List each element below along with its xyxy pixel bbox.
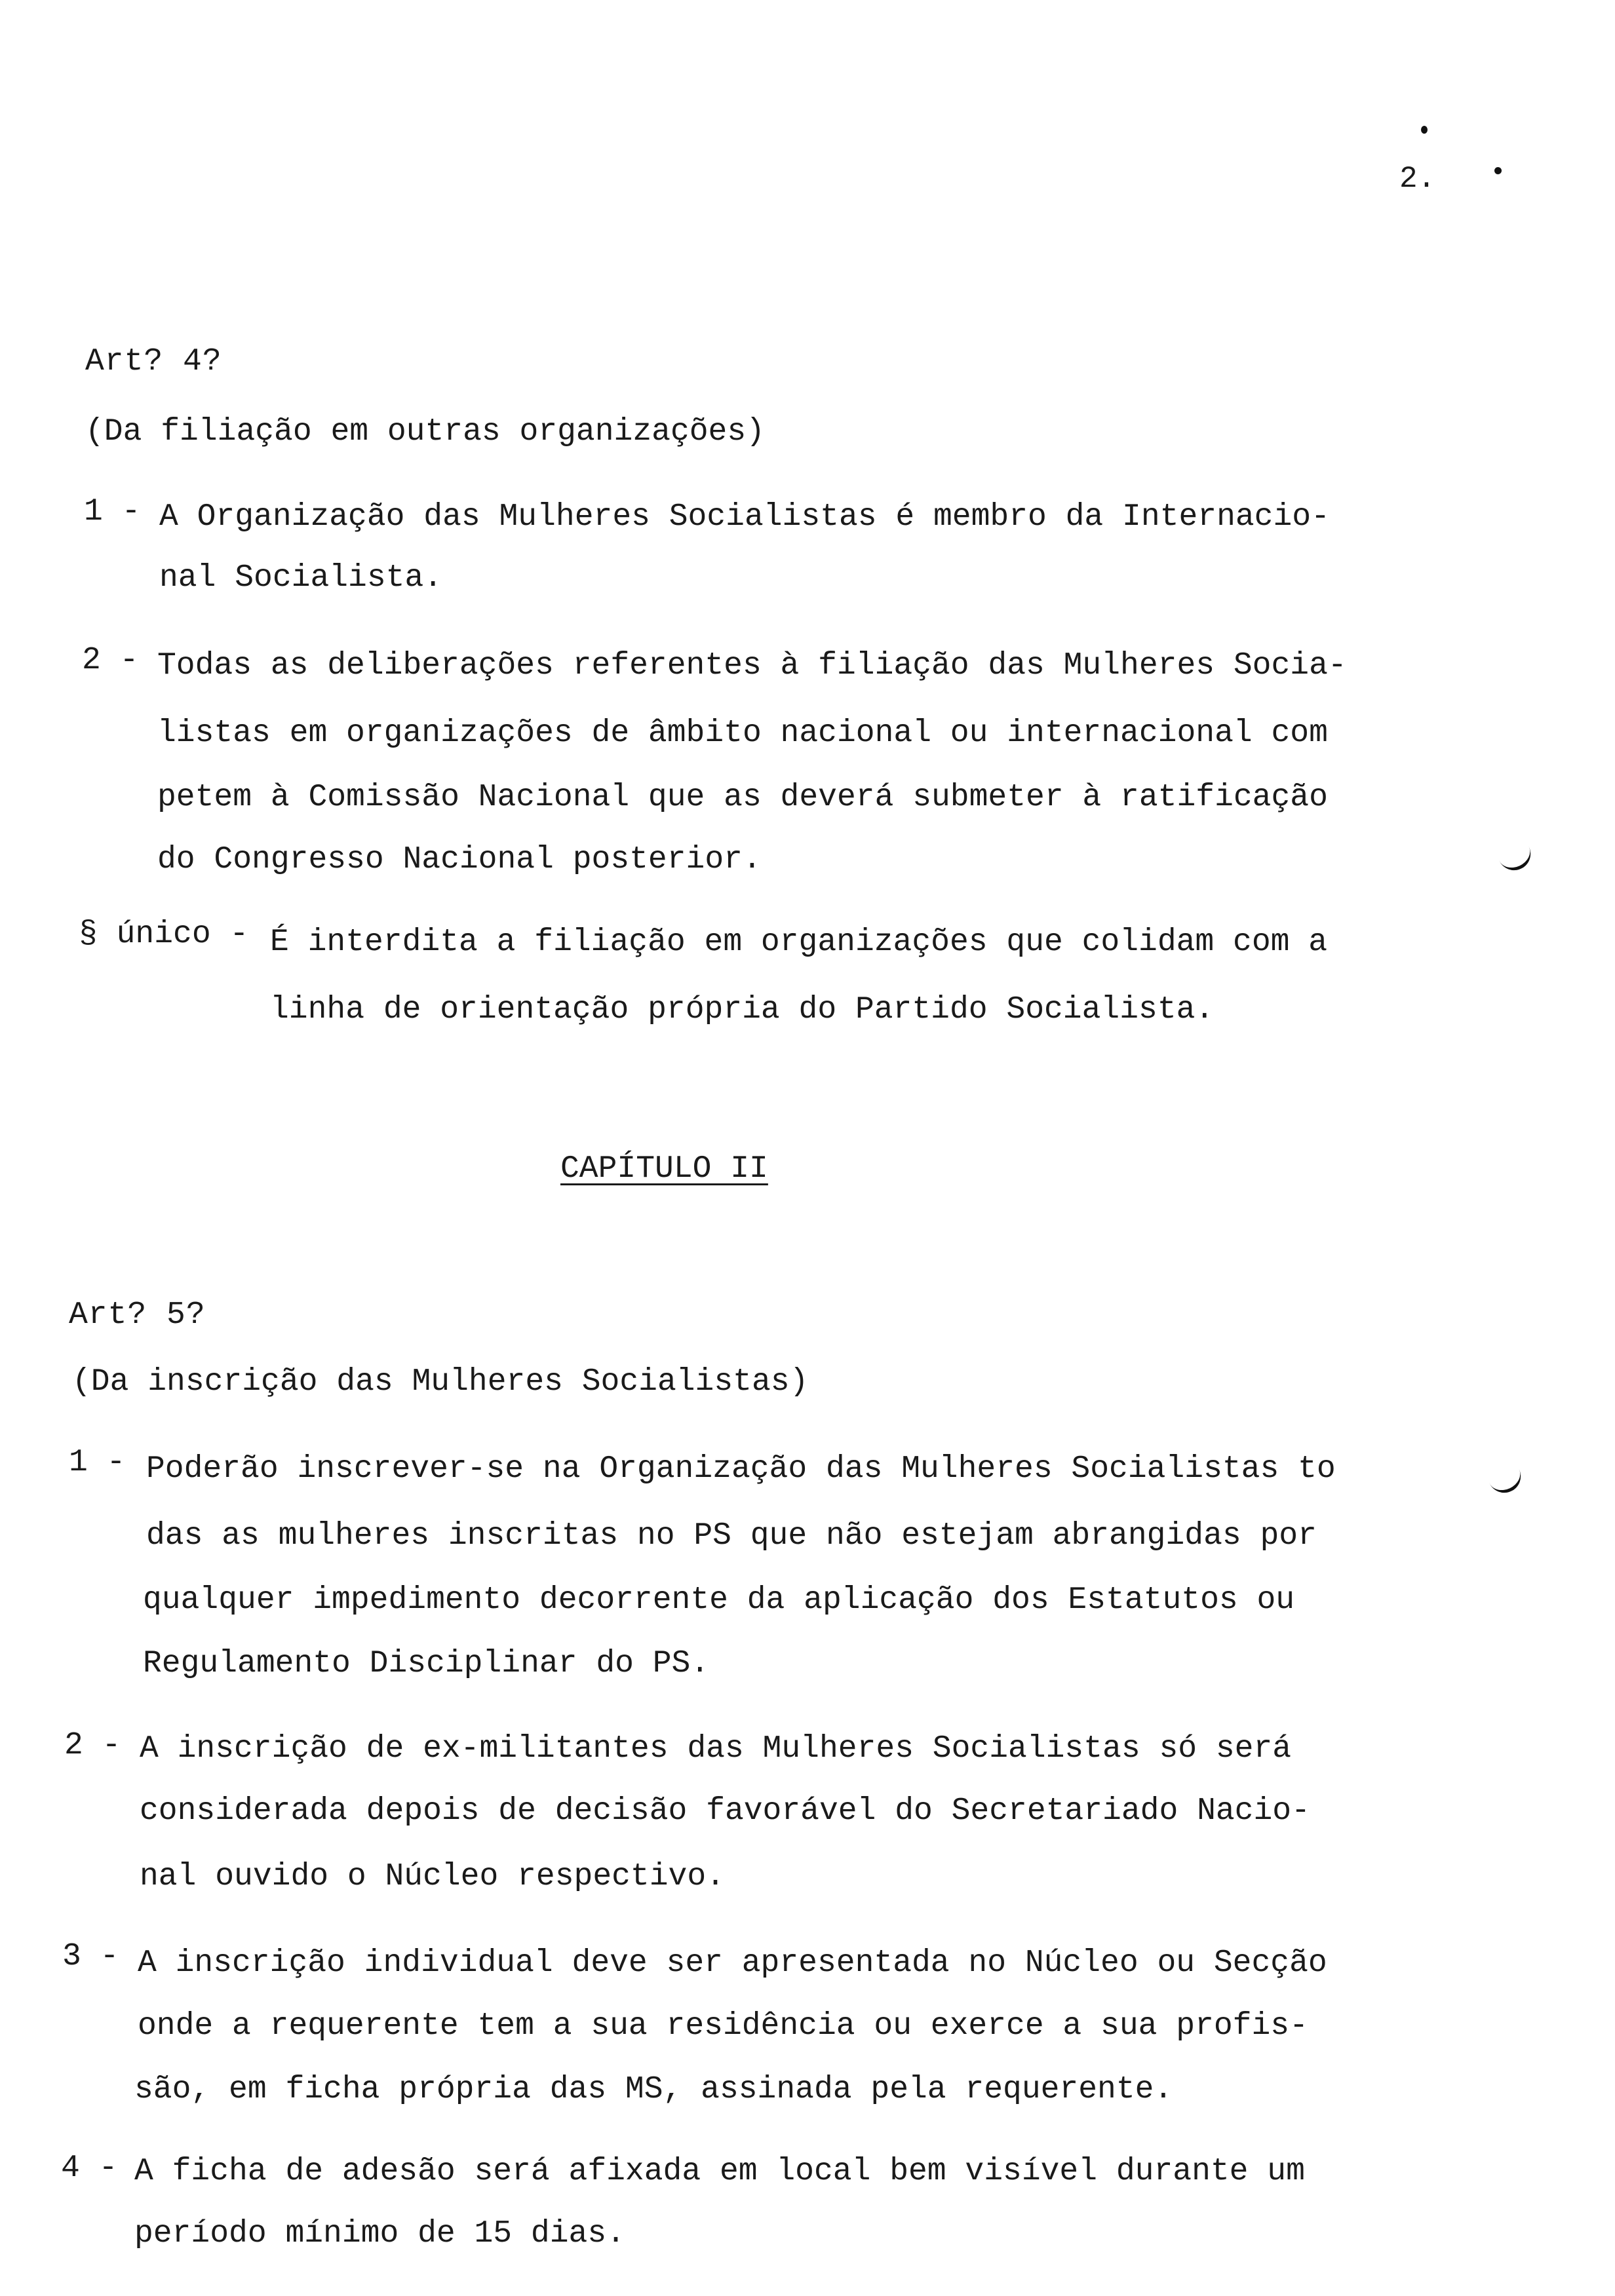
art5-item-2-number: 2 -	[64, 1728, 121, 1763]
article-4-title: Art? 4?	[85, 344, 222, 379]
chapter-heading: CAPÍTULO II	[560, 1151, 768, 1187]
art5-item-2-line-3: nal ouvido o Núcleo respectivo.	[140, 1859, 725, 1894]
article-5-subtitle: (Da inscrição das Mulheres Socialistas)	[72, 1364, 809, 1400]
art5-item-1-line-4: Regulamento Disciplinar do PS.	[143, 1646, 710, 1681]
scan-speck-icon	[1494, 167, 1502, 174]
art4-item-2-number: 2 -	[82, 643, 139, 678]
art5-item-4-line-1: A ficha de adesão será afixada em local bem visível durante um	[134, 2154, 1305, 2189]
article-5-title: Art? 5?	[69, 1297, 206, 1333]
art4-unico-line-2: linha de orientação própria do Partido Socialista.	[270, 992, 1215, 1027]
art5-item-3-line-2: onde a requerente tem a sua residência ou exerce a sua profis-	[138, 2008, 1308, 2044]
page-number: 2.	[1399, 162, 1436, 196]
art4-item-1-line-2: nal Socialista.	[159, 560, 443, 596]
art4-item-2-line-1: Todas as deliberações referentes à filiação das Mulheres Socia-	[157, 648, 1347, 683]
art5-item-1-line-3: qualquer impedimento decorrente da aplicação dos Estatutos ou	[143, 1582, 1295, 1618]
art4-unico-line-1: É interdita a filiação em organizações que colidam com a	[270, 925, 1328, 960]
art5-item-3-line-3: são, em ficha própria das MS, assinada pela requerente.	[134, 2072, 1173, 2107]
art4-item-2-line-2: listas em organizações de âmbito nacional ou internacional com	[157, 716, 1328, 751]
article-4-subtitle: (Da filiação em outras organizações)	[85, 414, 765, 450]
scan-speck-icon	[1421, 126, 1428, 134]
art5-item-3-line-1: A inscrição individual deve ser apresentada no Núcleo ou Secção	[138, 1945, 1327, 1981]
art5-item-2-line-2: considerada depois de decisão favorável do Secretariado Nacio-	[140, 1793, 1310, 1829]
art5-item-4-number: 4 -	[61, 2151, 118, 2186]
art5-item-1-line-2: das as mulheres inscritas no PS que não estejam abrangidas por	[146, 1518, 1317, 1554]
art5-item-1-line-1: Poderão inscrever-se na Organização das Mulheres Socialistas to	[146, 1451, 1336, 1487]
art4-item-1-line-1: A Organização das Mulheres Socialistas é membro da Internacio-	[159, 499, 1330, 535]
art5-item-4-line-2: período mínimo de 15 dias.	[134, 2216, 625, 2251]
art5-item-2-line-1: A inscrição de ex-militantes das Mulheres Socialistas só será	[140, 1731, 1292, 1767]
art5-item-3-number: 3 -	[62, 1939, 119, 1974]
margin-check-mark-icon	[1489, 1468, 1527, 1499]
art4-item-2-line-3: petem à Comissão Nacional que as deverá submeter à ratificação	[157, 780, 1328, 815]
art4-item-1-number: 1 -	[84, 494, 141, 529]
margin-check-mark-icon	[1499, 846, 1536, 876]
art4-unico-number: § único -	[79, 917, 249, 952]
art5-item-1-number: 1 -	[69, 1445, 126, 1480]
art4-item-2-line-4: do Congresso Nacional posterior.	[157, 842, 762, 877]
